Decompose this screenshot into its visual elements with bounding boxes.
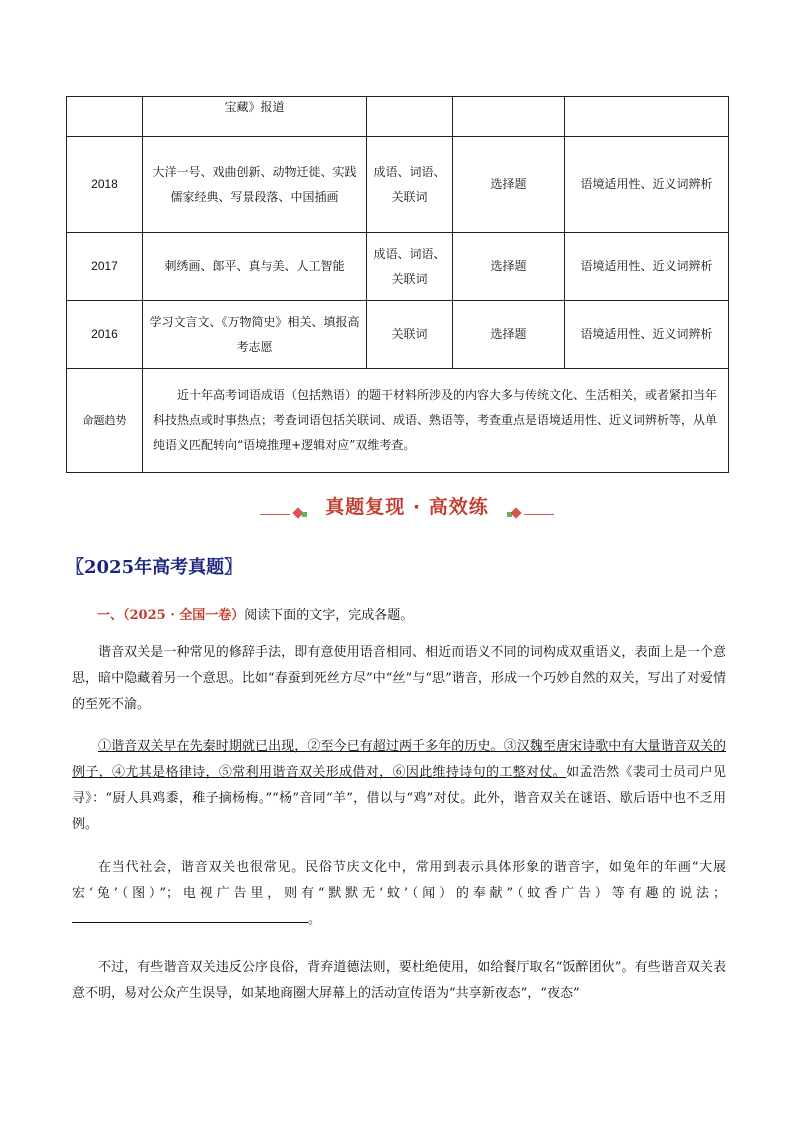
trend-row [67,369,729,473]
exam-summary-table [66,96,729,473]
knowledge-cell [367,97,453,137]
knowledge-cell: 关联词 [367,301,453,369]
table-row [67,97,729,137]
passage-paragraph-4: 不过，有些谐音双关违反公序良俗，背弃道德法则，要杜绝使用，如给餐厅取名“饭醉团伙”。有些谐音双关表意不明，易对公众产生误导，如某地商圈大屏幕上的活动宣传语为“共享新夜态”，“夜态” [72,960,726,1001]
knowledge-cell: 成语、词语、关联词 [367,233,453,301]
trend-label: 命题趋势 [67,369,143,473]
paragraph-2-rest: 如孟浩然《裴司士员司户见寻》：“厨人具鸡黍，稚子摘杨梅。”“杨”音同“羊”，借以与“鸡”对仗。此外，谐音双关在谜语、歇后语中也不乏用例。 [72,765,726,832]
banner-line-right [524,514,554,515]
trend-text-cell [143,369,729,473]
section-banner [260,492,554,522]
banner-line-left [260,514,290,515]
question-number: 一、 [97,608,124,623]
content-cell: 宝藏》报道 [143,97,367,137]
focus-cell: 语境适用性、近义词辨析 [565,137,729,233]
type-cell [453,97,565,137]
year-cell [67,97,143,137]
content-cell: 学习文言文、《万物简史》相关、填报高考志愿 [143,301,367,369]
banner-dot-icon [302,512,307,517]
underlined-sentences: ①谐音双关早在先秦时期就已出现，②至今已有超过两千多年的历史。③汉魏至唐宋诗歌中有大量谐音双关的例子，④尤其是格律诗，⑤常利用谐音双关形成借对，⑥因此维持诗句的工整对仗。 [72,739,726,780]
question-header [97,604,413,623]
passage-paragraph-3 [72,855,726,933]
table-row [67,301,729,369]
paragraph-3-end: 。 [308,912,322,927]
focus-cell [565,97,729,137]
content-cell: 刺绣画、郎平、真与美、人工智能 [143,233,367,301]
banner-title: 真题复现 · 高效练 [325,496,489,518]
section-heading: 〖2025年高考真题〗 [66,557,243,578]
passage-paragraph-2 [72,734,726,838]
banner-diamond-icon [510,507,521,518]
year-cell: 2016 [67,301,143,369]
year-cell: 2017 [67,233,143,301]
passage-paragraph-1: 谐音双关是一种常见的修辞手法，即有意使用语音相同、相近而语义不同的词构成双重语义，表面上是一个意思，暗中隐藏着另一个意思。比如“春蚕到死丝方尽”中“丝”与“思”谐音，形成一个巧妙自然的双关，写出了对爱情的至死不渝。 [72,645,726,712]
paragraph-3-text: 在当代社会，谐音双关也很常见。民俗节庆文化中，常用到表示具体形象的谐音字，如兔年的年画“大展宏‘兔’（图）”；电视广告里，则有“默默无‘蚊’（闻）的奉献”（蚊香广告）等有趣的说法； [72,860,726,901]
question-source: （2025 · 全国一卷） [123,608,245,623]
trend-text: 近十年高考词语成语（包括熟语）的题干材料所涉及的内容大多与传统文化、生活相关，或者紧扣当年科技热点或时事热点；考查词语包括关联词、成语、熟语等，考查重点是语境适用性、近义词辨析等，从单纯语义匹配转向“语境推理+逻辑对应”双维考查。 [153,388,718,452]
focus-cell: 语境适用性、近义词辨析 [565,301,729,369]
type-cell: 选择题 [453,301,565,369]
focus-cell: 语境适用性、近义词辨析 [565,233,729,301]
year-cell: 2018 [67,137,143,233]
type-cell: 选择题 [453,233,565,301]
type-cell: 选择题 [453,137,565,233]
table-row [67,233,729,301]
table-row [67,137,729,233]
answer-blank[interactable] [72,908,308,923]
knowledge-cell: 成语、词语、关联词 [367,137,453,233]
content-cell: 大洋一号、戏曲创新、动物迁徙、实践儒家经典、写景段落、中国插画 [143,137,367,233]
question-instruction: 阅读下面的文字，完成各题。 [244,608,414,623]
